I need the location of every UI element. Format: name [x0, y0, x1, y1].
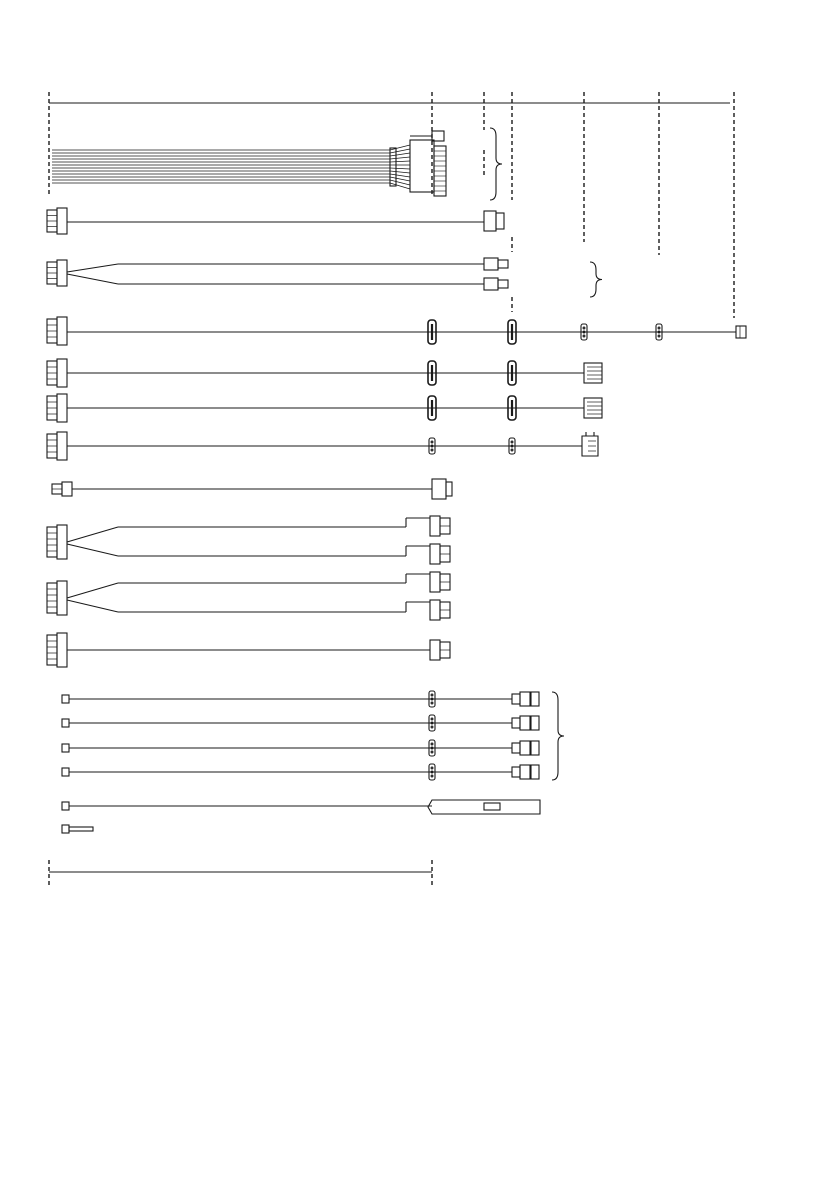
pcie-end-connector [430, 600, 440, 620]
fan-plug [512, 694, 520, 704]
eps-4-pin-a [484, 211, 496, 231]
fan-cable-1 [62, 691, 539, 707]
fan-controller-cable [62, 800, 540, 814]
fan-socket [531, 741, 539, 755]
sata-cable-1 [47, 359, 602, 387]
fan-source-connector [62, 695, 69, 703]
bracket-knob [484, 803, 500, 810]
stub-end [69, 827, 93, 831]
fan-source-connector [62, 768, 69, 776]
source-connector [47, 527, 57, 557]
eps-split-connector-b [484, 278, 498, 290]
pcie-end-connector [430, 640, 440, 660]
fan-plug [512, 743, 520, 753]
fdd-connector [736, 326, 746, 338]
atx-20-pin-connector [410, 140, 434, 192]
molex-end-connector [582, 432, 598, 456]
sata-fdd-cable [47, 317, 746, 345]
pcie-split-cable-1 [47, 516, 450, 564]
pcie-end-connector [430, 572, 440, 592]
source-connector [47, 635, 57, 665]
fan-cable-2 [62, 715, 539, 731]
pcie-end-connector [430, 516, 440, 536]
source-connector [47, 583, 57, 613]
fan-plug [512, 718, 520, 728]
pcie-split-cable-2 [47, 572, 450, 620]
fan-source-connector [62, 802, 69, 810]
group-brace [590, 262, 602, 297]
sata-cable-2 [47, 394, 602, 422]
fan-socket [531, 765, 539, 779]
eps-split-cable [47, 258, 508, 290]
pcie-end-connector [430, 544, 440, 564]
small-4-pin-connector [432, 479, 446, 499]
fan-cable-3 [62, 740, 539, 756]
fan-group-brace [552, 692, 564, 780]
fan-source-connector [62, 719, 69, 727]
small-connector-cable [52, 479, 452, 499]
fan-socket [531, 716, 539, 730]
short-stub-cable [62, 825, 93, 833]
sata-end-connector [584, 363, 602, 383]
fan-cable-4 [62, 764, 539, 780]
pcie-cable [47, 633, 450, 667]
bottom-dimension-guide [49, 860, 432, 885]
eps-split-connector-a [484, 258, 498, 270]
fan-source-connector [62, 744, 69, 752]
fan-source-connector [62, 825, 69, 833]
atx-24pin-main-cable [52, 131, 446, 196]
molex-cable [47, 432, 598, 460]
group-brace [490, 128, 502, 200]
eps-4-pin-b [496, 213, 504, 229]
eps-8pin-cable [47, 208, 504, 234]
group-brace [552, 692, 564, 780]
fan-socket [531, 692, 539, 706]
fan-plug [512, 767, 520, 777]
sata-end-connector [584, 398, 602, 418]
